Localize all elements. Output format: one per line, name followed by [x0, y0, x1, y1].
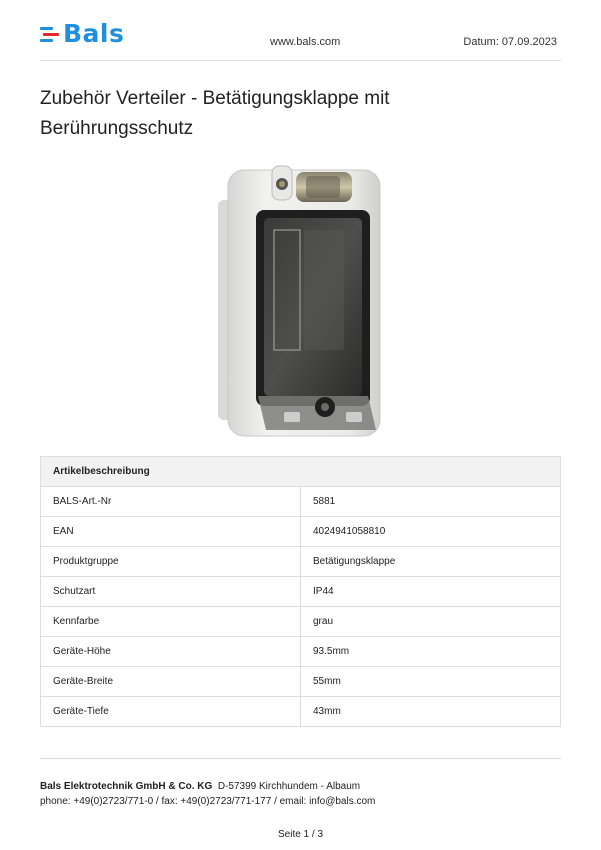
table-row [41, 577, 561, 607]
spec-label: Geräte-Höhe [41, 637, 301, 667]
spec-value: 4024941058810 [301, 517, 561, 547]
bals-logo-mark-icon [40, 24, 60, 44]
spec-value: 55mm [301, 667, 561, 697]
spec-label: Schutzart [41, 577, 301, 607]
table-row [41, 487, 561, 517]
spec-label: EAN [41, 517, 301, 547]
spec-table [40, 456, 561, 727]
product-photo-icon [218, 162, 384, 452]
footer-address: D-57399 Kirchhundem - Albaum [217, 781, 361, 792]
spec-table-header-row [41, 457, 561, 487]
logo-text: Bals [63, 19, 125, 48]
spec-value: Betätigungsklappe [301, 547, 561, 577]
spec-label: BALS-Art.-Nr [41, 487, 301, 517]
spec-label: Produktgruppe [41, 547, 301, 577]
page-number: Seite 1 / 3 [277, 829, 324, 840]
footer-company-line [40, 781, 360, 792]
table-row [41, 607, 561, 637]
table-row [41, 697, 561, 727]
header-divider [40, 60, 561, 61]
footer-company: Bals Elektrotechnik GmbH & Co. KG [40, 781, 213, 792]
spec-table-heading: Artikelbeschreibung [41, 457, 561, 487]
header-url: www.bals.com [270, 36, 341, 48]
table-row [41, 637, 561, 667]
footer-contact: phone: +49(0)2723/771-0 / fax: +49(0)2723/771-177 / email: info@bals.com [40, 796, 376, 807]
spec-label: Kennfarbe [41, 607, 301, 637]
spec-value: IP44 [301, 577, 561, 607]
header-date: Datum: 07.09.2023 [463, 36, 557, 48]
table-row [41, 517, 561, 547]
spec-label: Geräte-Tiefe [41, 697, 301, 727]
spec-value: 43mm [301, 697, 561, 727]
footer-divider [40, 758, 561, 759]
table-row [41, 547, 561, 577]
table-row [41, 667, 561, 697]
bals-logo [40, 19, 125, 48]
spec-value: 93.5mm [301, 637, 561, 667]
spec-label: Geräte-Breite [41, 667, 301, 697]
product-image [218, 162, 384, 457]
spec-value: 5881 [301, 487, 561, 517]
spec-value: grau [301, 607, 561, 637]
page-title: Zubehör Verteiler - Betätigungsklappe mit Berührungsschutz [40, 88, 390, 139]
